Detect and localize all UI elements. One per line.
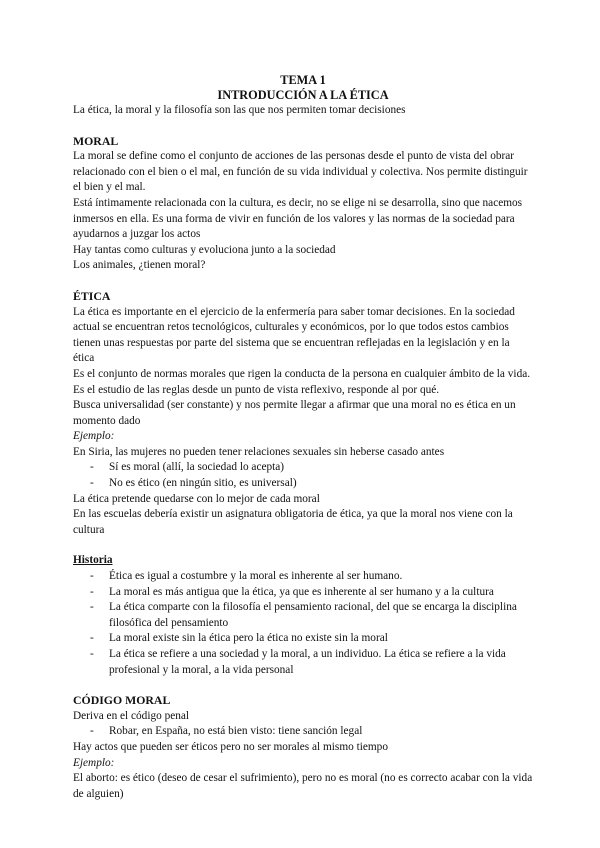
- section-heading-moral: MORAL: [73, 133, 119, 148]
- list-item: - Sí es moral (allí, la sociedad lo acepta): [73, 460, 533, 476]
- etica-example-text: En Siria, las mujeres no pueden tener relaciones sexuales sin heberse casado antes: [73, 445, 445, 458]
- etica-paragraph-5: La ética pretende quedarse con lo mejor de cada moral: [73, 492, 320, 505]
- historia-list: [73, 569, 533, 678]
- etica-example-list: [73, 460, 533, 491]
- moral-paragraph-3: Hay tantas como culturas y evoluciona junto a la sociedad: [73, 243, 336, 256]
- document-body: [73, 73, 533, 802]
- document-title-line1: TEMA 1: [280, 73, 326, 87]
- codigo-example-text: El aborto: es ético (deseo de cesar el sufrimiento), pero no es moral (no es correcto acabar con la vida de alguien): [73, 772, 533, 800]
- etica-paragraph-1: La ética es importante en el ejercicio de la enfermería para saber tomar decisiones. En la sociedad actual se encuentran retos tecnológicos, culturales y económicos, por lo que todos estos cambios tienen unas respuestas por parte del sistema que se encuentran reflejadas en la legislación y en la ética: [73, 305, 515, 365]
- etica-paragraph-2: Es el conjunto de normas morales que rigen la conducta de la persona en cualquier ámbito de la vida.: [73, 367, 531, 380]
- codigo-list: [73, 724, 533, 740]
- moral-paragraph-2: Está íntimamente relacionada con la cultura, es decir, no se elige ni se desarrolla, sino que nacemos inmersos en ella. Es una forma de vivir en función de los valores y las normas de la sociedad para ayudarnos a juzgar los actos: [73, 196, 523, 241]
- codigo-example-label: Ejemplo:: [73, 756, 115, 769]
- etica-example-label: Ejemplo:: [73, 430, 115, 443]
- moral-paragraph-1: La moral se define como el conjunto de acciones de las personas desde el punto de vista del obrar relacionado con el bien o el mal, en función de su vida individual y colectiva. Nos permite distinguir el bien y el mal.: [73, 150, 528, 194]
- list-item: - Robar, en España, no está bien visto: tiene sanción legal: [73, 724, 533, 740]
- etica-paragraph-6: En las escuelas debería existir un asignatura obligatoria de ética, ya que la moral nos viene con la cultura: [73, 508, 513, 536]
- moral-paragraph-4: Los animales, ¿tienen moral?: [73, 259, 206, 272]
- list-item: - La moral existe sin la ética pero la ética no existe sin la moral: [73, 631, 533, 647]
- intro-paragraph: La ética, la moral y la filosofía son las que nos permiten tomar decisiones: [73, 104, 406, 116]
- section-heading-historia: Historia: [73, 554, 113, 567]
- list-item: - No es ético (en ningún sitio, es universal): [73, 476, 533, 492]
- list-item: - La ética se refiere a una sociedad y la moral, a un individuo. La ética se refiere a la vida profesional y la moral, a la vida personal: [73, 647, 533, 678]
- section-heading-codigo-moral: CÓDIGO MORAL: [73, 693, 171, 708]
- list-item: - La ética comparte con la filosofía el pensamiento racional, del que se encarga la disciplina filosófica del pensamiento: [73, 600, 533, 631]
- etica-paragraph-4: Busca universalidad (ser constante) y nos permite llegar a afirmar que una moral no es ética en un momento dado: [73, 399, 516, 427]
- etica-paragraph-3: Es el estudio de las reglas desde un punto de vista reflexivo, responde al por qué.: [73, 383, 440, 396]
- document-title-line2: INTRODUCCIÓN A LA ÉTICA: [217, 88, 389, 102]
- list-item: - Ética es igual a costumbre y la moral es inherente al ser humano.: [73, 569, 533, 585]
- codigo-paragraph-1: Deriva en el código penal: [73, 709, 190, 722]
- list-item: - La moral es más antigua que la ética, ya que es inherente al ser humano y a la cultura: [73, 585, 533, 601]
- section-heading-etica: ÉTICA: [73, 288, 111, 303]
- codigo-paragraph-2: Hay actos que pueden ser éticos pero no ser morales al mismo tiempo: [73, 740, 388, 753]
